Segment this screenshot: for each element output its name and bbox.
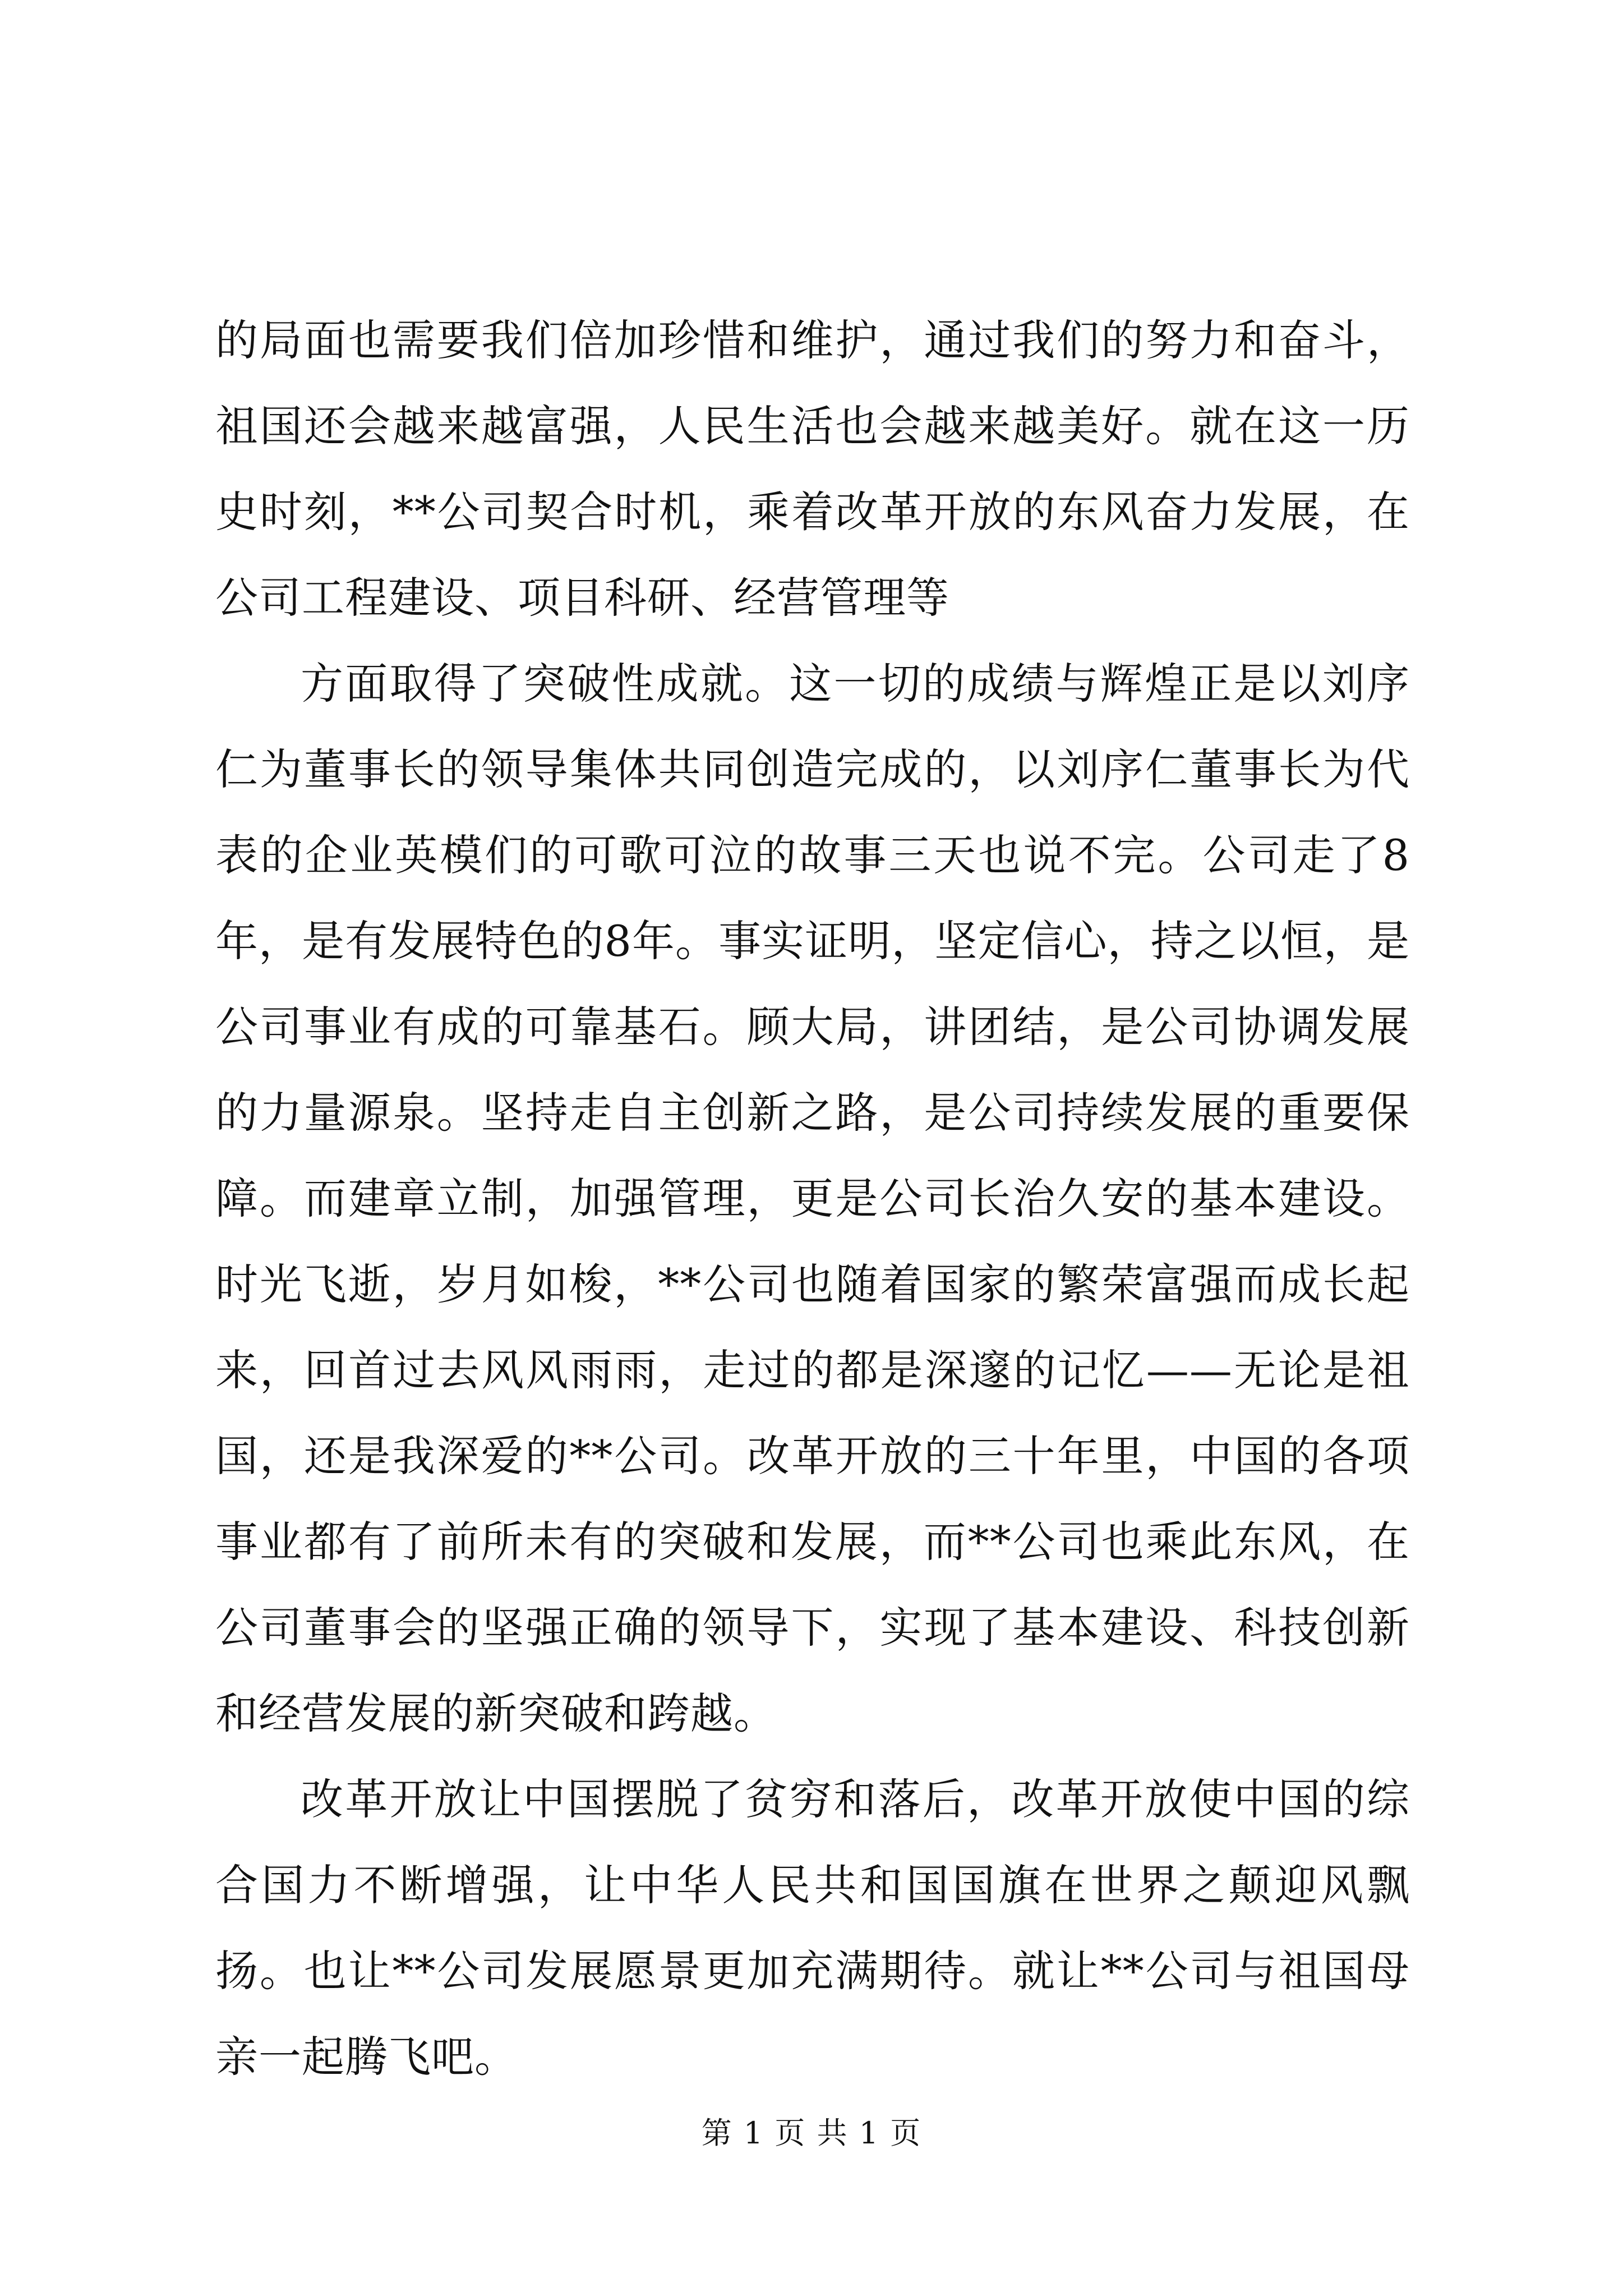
page-footer: 第 1 页 共 1 页: [701, 2115, 922, 2151]
paragraph-continuation: 的局面也需要我们倍加珍惜和维护，通过我们的努力和奋斗，祖国还会越来越富强，人民生活也会越来越美好。就在这一历史时刻，**公司契合时机，乘着改革开放的东风奋力发展，在公司工程建设、项目科研、经营管理等: [215, 315, 1410, 623]
document-body: [215, 297, 1410, 2100]
paragraph-conclusion: 改革开放让中国摆脱了贫穷和落后，改革开放使中国的综合国力不断增强，让中华人民共和国国旗在世界之颠迎风飘扬。也让**公司发展愿景更加充满期待。就让**公司与祖国母亲一起腾飞吧。: [215, 1774, 1410, 2082]
paragraph-achievements: 方面取得了突破性成就。这一切的成绩与辉煌正是以刘序仁为董事长的领导集体共同创造完成的，以刘序仁董事长为代表的企业英模们的可歌可泣的故事三天也说不完。公司走了8年，是有发展特色的8年。事实证明，坚定信心，持之以恒，是公司事业有成的可靠基石。顾大局，讲团结，是公司协调发展的力量源泉。坚持走自主创新之路，是公司持续发展的重要保障。而建章立制，加强管理，更是公司长治久安的基本建设。时光飞逝，岁月如梭，**公司也随着国家的繁荣富强而成长起来，回首过去风风雨雨，走过的都是深邃的记忆——无论是祖国，还是我深爱的**公司。改革开放的三十年里，中国的各项事业都有了前所未有的突破和发展，而**公司也乘此东风，在公司董事会的坚强正确的领导下，实现了基本建设、科技创新和经营发展的新突破和跨越。: [215, 659, 1410, 1738]
